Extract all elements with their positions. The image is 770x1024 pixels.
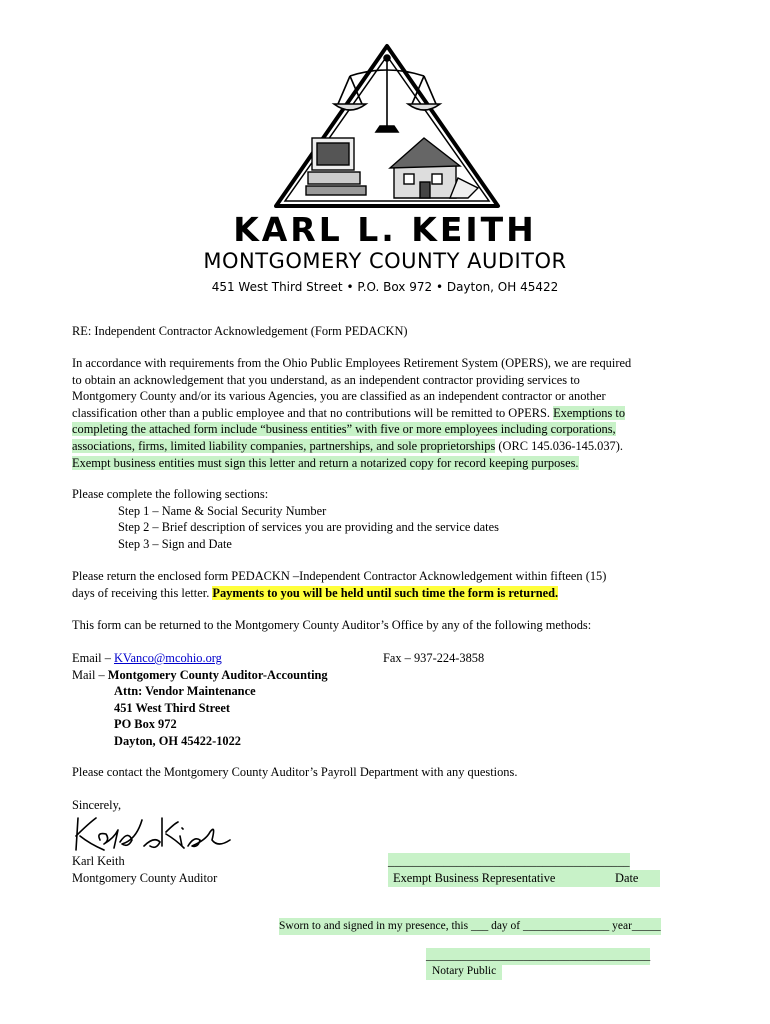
scales-icon bbox=[334, 55, 440, 132]
payment-warning: Payments to you will be held until such time the form is returned. bbox=[212, 585, 559, 600]
exempt-label-row bbox=[388, 870, 660, 887]
mail-attn: Attn: Vendor Maintenance bbox=[114, 684, 256, 699]
step-item: Step 3 – Sign and Date bbox=[118, 536, 232, 551]
mail-recipient: Montgomery County Auditor-Accounting bbox=[107, 667, 328, 682]
mail-pobox: PO Box 972 bbox=[114, 717, 177, 732]
closing: Sincerely, bbox=[72, 798, 122, 812]
paragraph-line: Montgomery County and/or its various Agencies, you are classified as an independent contractor or another bbox=[72, 389, 606, 404]
signer-name: Karl Keith bbox=[72, 854, 125, 868]
fax-number: Fax – 937-224-3858 bbox=[383, 651, 485, 665]
exempt-label: Exempt Business Representative bbox=[393, 871, 556, 885]
opers-paragraph bbox=[72, 355, 702, 471]
notary-label: Notary Public bbox=[426, 963, 502, 980]
highlighted-text: associations, firms, limited liability companies, partnerships, and sole proprietorships bbox=[72, 438, 496, 453]
auditor-name: KARL L. KEITH bbox=[233, 210, 537, 249]
exempt-date-label: Date bbox=[615, 871, 639, 885]
house-icon bbox=[390, 138, 478, 198]
signer-title: Montgomery County Auditor bbox=[72, 871, 218, 885]
notary-sworn: Sworn to and signed in my presence, this ___ day of _______________ year_____ bbox=[279, 918, 661, 935]
email-label: Email – bbox=[72, 651, 114, 665]
highlighted-text: Exemptions to bbox=[553, 405, 626, 420]
exempt-signature-line[interactable]: _______________________________________ bbox=[388, 854, 630, 868]
paragraph-text: classification other than a public employee and that no contributions will be remitted to OPERS. bbox=[72, 405, 550, 420]
email-link[interactable]: KVanco@mcohio.org bbox=[113, 651, 222, 665]
step-item: Step 1 – Name & Social Security Number bbox=[118, 503, 327, 518]
paragraph-line: Please return the enclosed form PEDACKN –Independent Contractor Acknowledgement within fifteen (15) bbox=[72, 569, 607, 583]
paragraph-text: days of receiving this letter. bbox=[72, 585, 210, 600]
highlighted-text: Exempt business entities must sign this letter and return a notarized copy for record keeping purposes. bbox=[72, 455, 579, 470]
methods-intro: This form can be returned to the Montgomery County Auditor’s Office by any of the following methods: bbox=[72, 618, 592, 632]
paragraph-line: to obtain an acknowledgement that you understand, as an independent contractor providing services to bbox=[72, 372, 580, 387]
steps-section bbox=[72, 486, 702, 552]
mail-city: Dayton, OH 45422-1022 bbox=[114, 733, 242, 748]
steps-intro: Please complete the following sections: bbox=[72, 487, 269, 501]
paragraph-line: In accordance with requirements from the Ohio Public Employees Retirement System (OPERS), we are required bbox=[72, 356, 632, 370]
mail-street: 451 West Third Street bbox=[114, 700, 230, 715]
auditor-address: 451 West Third Street • P.O. Box 972 • Dayton, OH 45422 bbox=[211, 280, 559, 294]
paragraph-line bbox=[72, 405, 702, 422]
mail-label: Mail – bbox=[72, 667, 108, 682]
re-line: RE: Independent Contractor Acknowledgement (Form PEDACKN) bbox=[72, 324, 408, 338]
computer-icon bbox=[306, 138, 366, 195]
auditor-title: MONTGOMERY COUNTY AUDITOR bbox=[203, 249, 567, 273]
notary-signature-line[interactable]: _______________________________________ bbox=[426, 948, 650, 965]
return-paragraph bbox=[72, 568, 702, 601]
questions-line: Please contact the Montgomery County Auditor’s Payroll Department with any questions. bbox=[72, 765, 518, 779]
highlighted-text: completing the attached form include “business entities” with five or more employees including corporations, bbox=[72, 422, 616, 437]
step-item: Step 2 – Brief description of services you are providing and the service dates bbox=[118, 520, 499, 535]
paragraph-text: (ORC 145.036-145.037). bbox=[495, 438, 623, 453]
auditor-logo bbox=[272, 38, 502, 216]
